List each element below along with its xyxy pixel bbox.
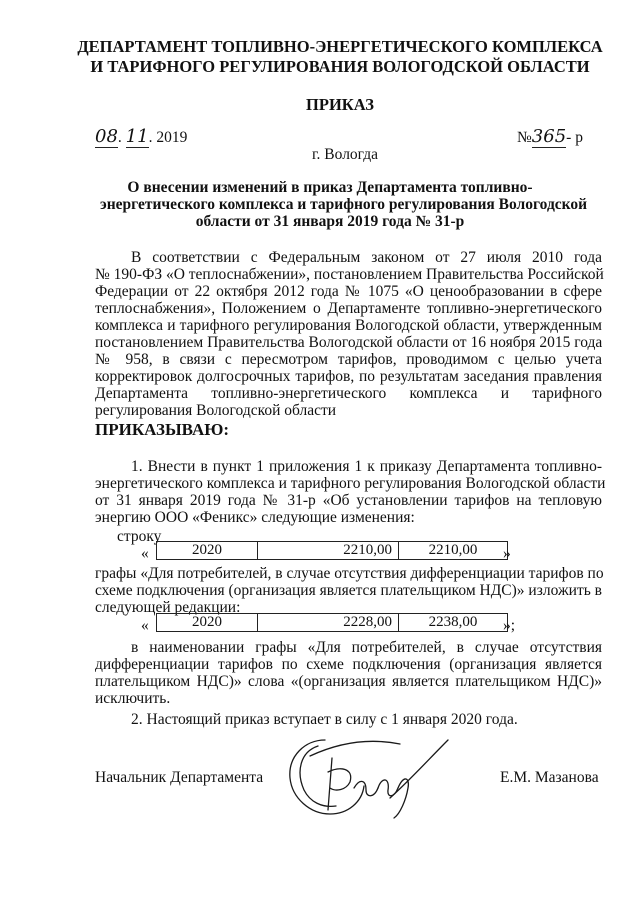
- signature-position: Начальник Департамента: [95, 769, 264, 786]
- number-prefix: №: [517, 129, 532, 146]
- preamble-line: теплоснабжения», Положением о Департаменте топливно-энергетического: [95, 300, 602, 317]
- tariff-row-new: [156, 613, 508, 632]
- after-text-line: дифференциации тарифов по схеме подключения (организация является: [95, 656, 602, 673]
- preamble-line: корректировок долгосрочных тарифов, по результатам заседания правления: [95, 368, 602, 385]
- preamble-line: № 958, в связи с пересмотром тарифов, проводимом с целью учета: [95, 351, 602, 368]
- title-line: энергетического комплекса и тарифного регулирования Вологодской: [100, 196, 588, 213]
- row-word: строку: [117, 528, 162, 545]
- date-dot: .: [117, 129, 122, 146]
- mid-text-line: схеме подключения (организация является плательщиком НДС)» изложить в: [95, 582, 602, 599]
- preamble-line: регулирования Вологодской области: [95, 402, 337, 419]
- number-value: 365: [531, 126, 567, 147]
- date-day: 08: [95, 126, 118, 147]
- department-name-line2: И ТАРИФНОГО РЕГУЛИРОВАНИЯ ВОЛОГОДСКОЙ ОБЛАСТИ: [90, 57, 590, 76]
- item1-line: от 31 января 2019 года № 31-р «Об установлении тарифов на тепловую: [95, 492, 602, 509]
- mid-text-line: следующей редакции:: [95, 599, 241, 616]
- after-text-line: исключить.: [95, 690, 171, 707]
- city: г. Вологда: [311, 146, 379, 163]
- preamble-line: Департамента топливно-энергетического комплекса и тарифного: [95, 385, 602, 402]
- row-new-close-quote: »;: [503, 617, 516, 634]
- document-number: [517, 128, 583, 146]
- number-suffix: - р: [566, 129, 583, 146]
- mid-text-line: графы «Для потребителей, в случае отсутствия дифференциации тарифов по: [95, 565, 604, 582]
- row-old-open-quote: «: [141, 545, 149, 562]
- preamble-line: № 190-ФЗ «О теплоснабжении», постановлением Правительства Российской: [95, 266, 604, 283]
- tariff-row-old: [156, 541, 508, 560]
- signature-name: Е.М. Мазанова: [500, 769, 599, 786]
- title-line: области от 31 января 2019 года № 31-р: [195, 213, 465, 230]
- preamble-line: В соответствии с Федеральным законом от 27 июля 2010 года: [131, 249, 602, 266]
- cell-tariff-2: 2210,00: [399, 542, 508, 560]
- row-old-close-quote: »: [503, 545, 511, 562]
- cell-tariff-1: 2210,00: [258, 542, 399, 560]
- item1-line: 1. Внести в пункт 1 приложения 1 к приказу Департамента топливно-: [131, 458, 602, 475]
- after-text-line: в наименовании графы «Для потребителей, в случае отсутствия: [131, 639, 602, 656]
- cell-tariff-2: 2238,00: [399, 614, 508, 632]
- date-month: 11: [125, 126, 149, 147]
- cell-year: 2020: [157, 542, 258, 560]
- date-year: . 2019: [148, 129, 188, 146]
- preamble-line: комплекса и тарифного регулирования Вологодской области, утвержденным: [95, 317, 602, 334]
- title-line: О внесении изменений в приказ Департамента топливно-: [127, 179, 533, 196]
- order-word: ПРИКАЗЫВАЮ:: [95, 420, 230, 439]
- document-type: ПРИКАЗ: [306, 95, 374, 114]
- item1-line: энергию ООО «Феникс» следующие изменения:: [95, 509, 415, 526]
- cell-year: 2020: [157, 614, 258, 632]
- preamble-line: постановлением Правительства Вологодской области от 16 ноября 2015 года: [95, 334, 603, 351]
- preamble-line: Федерации от 22 октября 2012 года № 1075 «О ценообразовании в сфере: [95, 283, 602, 300]
- after-text-line: плательщиком НДС)» слова «(организация является плательщиком НДС)»: [95, 673, 602, 690]
- department-name-line1: ДЕПАРТАМЕНТ ТОПЛИВНО-ЭНЕРГЕТИЧЕСКОГО КОМПЛЕКСА: [77, 37, 603, 56]
- handwritten-signature: [270, 728, 460, 823]
- item1-line: энергетического комплекса и тарифного регулирования Вологодской области: [95, 475, 606, 492]
- document-date: [95, 128, 187, 146]
- cell-tariff-1: 2228,00: [258, 614, 399, 632]
- row-new-open-quote: «: [141, 617, 149, 634]
- item2: 2. Настоящий приказ вступает в силу с 1 января 2020 года.: [131, 711, 518, 728]
